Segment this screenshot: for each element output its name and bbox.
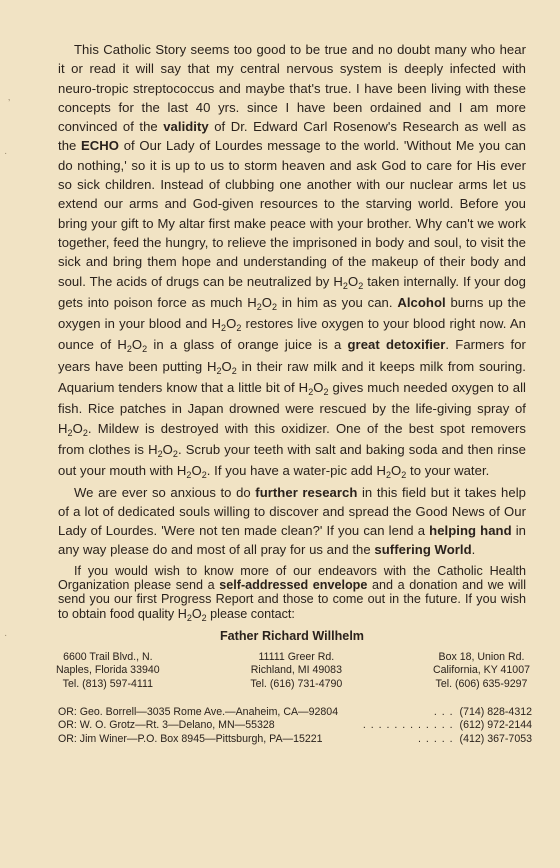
- formula-letter: O: [226, 316, 237, 332]
- formula-letter: H: [298, 380, 309, 396]
- bold-echo: ECHO: [81, 138, 120, 154]
- address-line: Naples, Florida 33940: [56, 664, 160, 677]
- formula-letter: H: [58, 420, 68, 436]
- formula-subscript: 2: [216, 365, 222, 376]
- address-row: [56, 651, 530, 691]
- phone-line: Tel. (606) 635-9297: [435, 677, 528, 690]
- other-contact-row: [58, 719, 532, 732]
- text-span: in this field but it takes help of a lot of dedicated souls willing to discover and spread the Good News of Our Lady of Lourdes. 'Were not ten made clean?' If you can lend a: [58, 484, 526, 539]
- formula-letter: H: [333, 273, 343, 289]
- h2o2-formula: [178, 607, 207, 621]
- text-span: restores live oxygen to your blood right now. An ounce of: [58, 316, 526, 353]
- formula-letter: H: [211, 316, 222, 332]
- formula-letter: H: [177, 606, 187, 621]
- text-span: . Farmers for years have been putting: [58, 337, 526, 374]
- h2o2-formula: [176, 463, 207, 481]
- bold-great-detoxifier: great detoxifier: [347, 337, 446, 353]
- other-contacts-list: [58, 706, 532, 746]
- formula-letter: O: [391, 463, 402, 479]
- h2o2-formula: [298, 380, 329, 398]
- formula-subscript: 2: [231, 365, 237, 376]
- text-span: If you would wish to know more of our endeavors with the Catholic Health Organization please send a: [58, 563, 526, 593]
- paragraph-2: [58, 483, 526, 560]
- leader-dots: . . .: [433, 705, 454, 718]
- formula-subscript: 2: [272, 301, 278, 312]
- formula-letter: H: [148, 441, 158, 457]
- formula-letter: O: [261, 294, 273, 310]
- formula-letter: H: [247, 294, 257, 310]
- formula-subscript: 2: [256, 301, 262, 312]
- formula-subscript: 2: [82, 427, 88, 438]
- formula-subscript: 2: [308, 387, 314, 398]
- other-contact-row: [58, 733, 532, 746]
- phone-line: Tel. (813) 597-4111: [62, 677, 153, 690]
- formula-letter: O: [221, 358, 232, 374]
- address-block-california-ky: [433, 651, 530, 691]
- text-span: in a glass of orange juice is a: [147, 337, 348, 353]
- formula-letter: O: [162, 441, 173, 457]
- formula-subscript: 2: [186, 612, 192, 623]
- address-line: 11111 Greer Rd.: [258, 650, 335, 663]
- other-contact-address: OR: Geo. Borrell—3035 Rome Ave.—Anaheim, CA—92804: [58, 705, 339, 718]
- h2o2-formula: [247, 295, 277, 310]
- other-contact-phone: (612) 972-2144: [459, 719, 532, 732]
- margin-mark: ’: [8, 98, 11, 109]
- text-span: burns up the oxygen in your blood and: [58, 294, 526, 332]
- text-span: of Dr. Edward Carl Rosenow's Research as well as the: [58, 119, 526, 154]
- text-span: of Our Lady of Lourdes message to the world. 'Without Me you can do nothing,' so it is up to us to storm heaven and ask God to care for His ever so sick children. Instead of clubbing one another with our nuclear arms let us extend our arms and God-given resources to the starving world. Before you bring your gift to My altar first make peace with your brother. Why can't we work together, feed the hungry, to relieve the imprisoned in body and soul, to visit the sick and bring them hope and understanding of the makeup of their body and soul. The acids of drugs can be neutralized by: [58, 138, 526, 289]
- formula-subscript: 2: [342, 280, 348, 291]
- text-span: . Scrub your teeth with salt and baking soda and then rinse out your mouth with: [58, 441, 526, 479]
- paragraph-3: [58, 564, 526, 622]
- text-span: .: [471, 542, 476, 558]
- text-span: in any way please do and most of all pray for us and the: [58, 523, 527, 558]
- bold-self-addressed-envelope: self-addressed envelope: [219, 578, 368, 593]
- h2o2-formula: [376, 463, 407, 481]
- formula-letter: H: [117, 337, 127, 353]
- text-span: please contact:: [206, 606, 295, 621]
- h2o2-formula: [207, 359, 237, 374]
- formula-letter: O: [313, 380, 324, 396]
- h2o2-formula: [117, 337, 148, 355]
- contact-name: Father Richard Willhelm: [219, 628, 365, 643]
- formula-subscript: 2: [401, 470, 407, 481]
- formula-letter: O: [191, 606, 202, 621]
- address-line: 6600 Trail Blvd., N.: [63, 650, 153, 663]
- bold-further-research: further research: [255, 484, 358, 500]
- formula-subscript: 2: [385, 470, 392, 481]
- text-span: in him as you can.: [277, 294, 398, 310]
- other-contact-row: [58, 706, 532, 719]
- formula-letter: H: [176, 463, 187, 479]
- formula-letter: H: [376, 463, 386, 479]
- formula-letter: O: [131, 337, 143, 353]
- other-contact-address: OR: W. O. Grotz—Rt. 3—Delano, MN—55328: [58, 719, 275, 732]
- text-span: in their raw milk and it keeps milk from souring. Aquarium tenders know that a little bit of: [58, 358, 526, 396]
- margin-mark: ·: [4, 630, 8, 641]
- text-span: taken internally. If your dog gets into poison force as much: [58, 273, 527, 310]
- formula-letter: O: [347, 273, 359, 289]
- address-block-naples: [56, 651, 160, 691]
- leader-dots: . . . . .: [418, 732, 454, 745]
- h2o2-formula: [148, 442, 178, 457]
- text-span: to your water.: [406, 463, 490, 479]
- formula-subscript: 2: [221, 323, 227, 334]
- formula-letter: O: [191, 463, 202, 479]
- h2o2-formula: [333, 274, 363, 289]
- address-line: Richland, MI 49083: [250, 664, 342, 677]
- margin-mark: ·: [4, 148, 8, 159]
- text-span: We are ever so anxious to do: [74, 484, 256, 500]
- other-contact-phone: (412) 367-7053: [459, 732, 532, 745]
- formula-subscript: 2: [201, 612, 207, 623]
- formula-subscript: 2: [186, 470, 192, 481]
- document-page: [56, 40, 532, 746]
- address-line: Box 18, Union Rd.: [438, 650, 525, 663]
- formula-letter: O: [72, 420, 83, 436]
- bold-validity: validity: [163, 119, 209, 135]
- formula-subscript: 2: [126, 344, 132, 355]
- phone-line: Tel. (616) 731-4790: [250, 677, 343, 690]
- formula-subscript: 2: [358, 280, 364, 291]
- formula-subscript: 2: [142, 344, 148, 355]
- bold-alcohol: Alcohol: [397, 294, 446, 310]
- address-block-richland: [250, 651, 342, 691]
- address-line: California, KY 41007: [433, 664, 530, 677]
- bold-helping-hand: helping hand: [429, 523, 512, 539]
- formula-subscript: 2: [236, 323, 242, 334]
- leader-dots: . . . . . . . . . . . .: [362, 719, 454, 732]
- text-span: gives much needed oxygen to all fish. Rice patches in Japan drowned were rescued by the life-giving spray of: [58, 380, 526, 417]
- formula-letter: H: [206, 358, 217, 374]
- text-span: and a donation and we will send you our first Progress Report and those to come out in the future. If you wish to obtain food quality: [58, 578, 526, 621]
- formula-subscript: 2: [201, 470, 207, 481]
- formula-subscript: 2: [172, 448, 178, 459]
- formula-subscript: 2: [67, 427, 73, 438]
- text-span: . If you have a water-pic add: [206, 463, 377, 479]
- h2o2-formula: [211, 316, 242, 334]
- other-contact-address: OR: Jim Winer—P.O. Box 8945—Pittsburgh, PA—15221: [58, 732, 323, 745]
- text-span: This Catholic Story seems too good to be true and no doubt many who hear it or read it will say that my central nervous system is deeply infected with neuro-tropic streptococcus and maybe that's true. I have been living with these concepts for the last 40 yrs. since I have been ordained and I am more convinced of the: [58, 42, 526, 135]
- paragraph-1: [58, 40, 526, 483]
- other-contact-phone: (714) 828-4312: [459, 705, 532, 718]
- text-span: . Mildew is destroyed with this oxidizer. One of the best spot removers from clothes is: [58, 420, 526, 457]
- formula-subscript: 2: [323, 387, 329, 398]
- formula-subscript: 2: [157, 448, 163, 459]
- h2o2-formula: [58, 421, 88, 436]
- bold-suffering-world: suffering World: [374, 542, 472, 558]
